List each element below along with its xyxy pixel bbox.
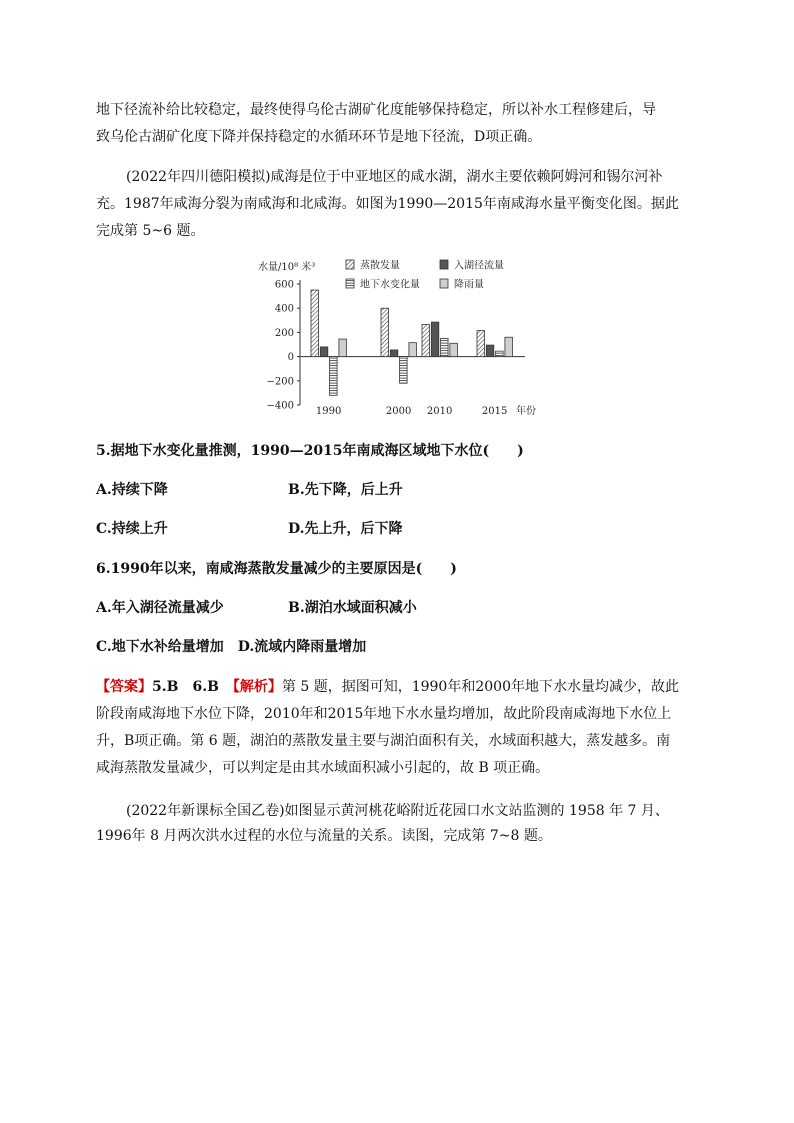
legend-label: 地下水变化量 <box>360 279 420 291</box>
q5-option-b: B.先下降，后上升 <box>288 482 403 498</box>
bar-入湖径流量-2015 <box>486 345 494 356</box>
paragraph-line: (2022年四川德阳模拟)咸海是位于中亚地区的咸水湖，湖水主要依赖阿姆河和锡尔河补 <box>126 169 663 185</box>
x-tick-label: 2010 <box>426 406 453 417</box>
bar-蒸散发量-2010 <box>422 325 430 357</box>
legend-swatch <box>440 279 448 288</box>
y-tick-label: 600 <box>274 279 294 291</box>
q5-option-a: A.持续下降 <box>96 482 168 498</box>
paragraph-line: 致乌伦古湖矿化度下降并保持稳定的水循环环节是地下径流，D项正确。 <box>96 129 542 145</box>
analysis-line: 升，B项正确。第 6 题，湖泊的蒸散发量主要与湖泊面积有关，水域面积越大，蒸发越多。南 <box>96 733 671 749</box>
analysis-line: 阶段南咸海地下水位下降，2010年和2015年地下水水量均增加，故此阶段南咸海地下水位上 <box>96 706 672 722</box>
legend-swatch <box>346 260 354 269</box>
answer-label: 【答案】 <box>96 679 152 695</box>
bar-降雨量-2010 <box>450 343 458 356</box>
bar-入湖径流量-2000 <box>390 350 398 357</box>
q5-option-d: D.先上升，后下降 <box>288 521 403 537</box>
analysis-label: 【解析】 <box>232 679 282 695</box>
legend-swatch <box>440 260 448 269</box>
bar-入湖径流量-1990 <box>320 347 328 357</box>
bar-入湖径流量-2010 <box>431 322 439 356</box>
x-tick-label: 2000 <box>385 406 412 417</box>
legend-label: 降雨量 <box>454 279 484 291</box>
answer-values: 5.B 6.B <box>152 679 219 695</box>
bar-地下水变化量-2015 <box>496 351 504 356</box>
y-tick-label: −200 <box>266 376 294 388</box>
y-tick-label: 0 <box>287 352 294 364</box>
question-6-stem: 6.1990年以来，南咸海蒸散发量减少的主要原因是( ) <box>96 561 457 577</box>
y-tick-label: 200 <box>274 327 294 339</box>
paragraph-line: (2022年新课标全国乙卷)如图显示黄河桃花峪附近花园口水文站监测的 1958 年 7 月、 <box>126 803 669 819</box>
q6-option-cd: C.地下水补给量增加 D.流域内降雨量增加 <box>96 639 367 655</box>
q5-option-c: C.持续上升 <box>96 521 168 537</box>
q6-option-b: B.湖泊水域面积减小 <box>288 600 417 616</box>
paragraph-line: 充。1987年咸海分裂为南咸海和北咸海。如图为1990—2015年南咸海水量平衡变化图。据此 <box>96 196 679 212</box>
y-axis-label: 水量/10⁸ 米³ <box>258 262 316 273</box>
paragraph-line: 完成第 5~6 题。 <box>96 223 205 239</box>
bar-降雨量-2000 <box>409 343 417 357</box>
paragraph-line: 地下径流补给比较稳定，最终使得乌伦古湖矿化度能够保持稳定，所以补水工程修建后，导 <box>96 102 656 118</box>
paragraph-line: 1996年 8 月两次洪水过程的水位与流量的关系。读图，完成第 7~8 题。 <box>96 828 552 844</box>
answer-line <box>96 677 679 697</box>
q6-option-a: A.年入湖径流量减少 <box>96 600 224 616</box>
x-tick-label: 2015 <box>481 406 508 417</box>
legend-swatch <box>346 279 354 288</box>
bar-蒸散发量-1990 <box>311 290 319 357</box>
bar-蒸散发量-2015 <box>477 331 485 357</box>
legend-label: 入湖径流量 <box>454 260 504 272</box>
analysis-line: 咸海蒸散发量减少，可以判定是由其水域面积减小引起的，故 B 项正确。 <box>96 760 550 776</box>
y-tick-label: 400 <box>274 303 294 315</box>
bar-地下水变化量-2010 <box>441 338 449 356</box>
x-tick-label: 1990 <box>315 406 342 417</box>
x-axis-label: 年份 <box>516 406 536 417</box>
bar-降雨量-2015 <box>505 337 513 356</box>
bar-地下水变化量-2000 <box>400 357 408 384</box>
water-balance-chart <box>250 255 540 420</box>
y-tick-label: −400 <box>266 400 294 412</box>
legend-label: 蒸散发量 <box>360 260 400 272</box>
question-5-stem: 5.据地下水变化量推测，1990—2015年南咸海区域地下水位( ) <box>96 443 524 459</box>
bar-地下水变化量-1990 <box>330 357 338 396</box>
analysis-text: 第 5 题，据图可知，1990年和2000年地下水水量均减少，故此 <box>281 679 679 695</box>
bar-降雨量-1990 <box>339 339 347 357</box>
bar-蒸散发量-2000 <box>381 308 389 356</box>
